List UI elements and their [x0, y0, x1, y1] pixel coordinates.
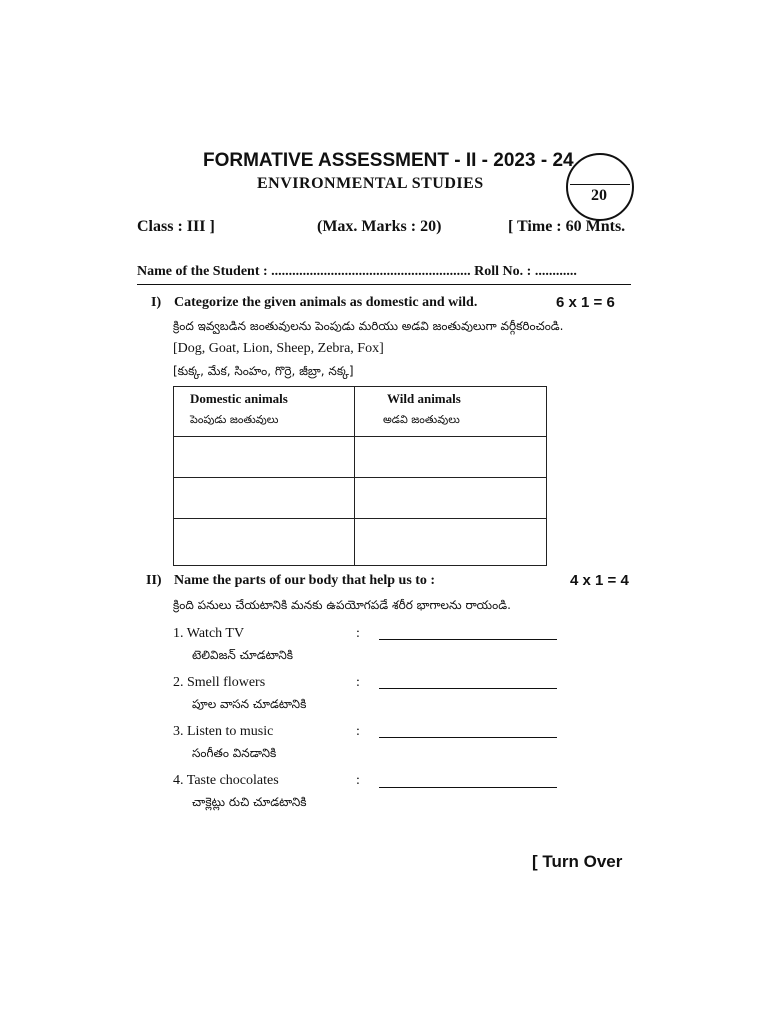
- domestic-answer-cell[interactable]: [174, 519, 355, 566]
- q2-item-3-colon: :: [356, 724, 360, 739]
- table-row: [174, 478, 547, 519]
- wild-answer-cell[interactable]: [355, 478, 547, 519]
- q2-item-4: 4. Taste chocolates: [173, 773, 279, 788]
- q2-item-3-telugu: సంగీతం వినడానికి: [192, 746, 277, 760]
- wild-header-en: Wild animals: [387, 391, 461, 406]
- q1-telugu-instruction: క్రింద ఇవ్వబడిన జంతువులను పెంపుడు మరియు అడవి జంతువులుగా వర్గీకరించండి.: [173, 319, 564, 333]
- q2-item-2-answer-line[interactable]: [379, 688, 557, 689]
- domestic-header-en: Domestic animals: [190, 391, 288, 406]
- total-marks-divider: [570, 184, 630, 185]
- domestic-answer-cell[interactable]: [174, 437, 355, 478]
- q1-number: I): [151, 295, 162, 310]
- wild-header: [355, 387, 547, 437]
- table-row: [174, 437, 547, 478]
- q1-animal-list: [Dog, Goat, Lion, Sheep, Zebra, Fox]: [173, 341, 384, 356]
- domestic-header: [174, 387, 355, 437]
- animals-table: [173, 386, 547, 566]
- wild-header-te: అడవి జంతువులు: [383, 413, 460, 426]
- q2-item-4-answer-line[interactable]: [379, 787, 557, 788]
- q2-number: II): [146, 573, 162, 588]
- max-marks-label: (Max. Marks : 20): [317, 218, 442, 235]
- q2-item-1-answer-line[interactable]: [379, 639, 557, 640]
- wild-answer-cell[interactable]: [355, 519, 547, 566]
- turn-over-label: [ Turn Over: [532, 852, 623, 871]
- q2-item-4-colon: :: [356, 773, 360, 788]
- header-divider: [137, 284, 631, 285]
- q2-item-2-colon: :: [356, 675, 360, 690]
- total-marks-value: 20: [591, 187, 607, 204]
- subject-title: ENVIRONMENTAL STUDIES: [257, 175, 484, 192]
- table-row: [174, 519, 547, 566]
- student-name-roll-line: Name of the Student : ......................................................... Roll No. : ............: [137, 264, 577, 279]
- q2-item-1-telugu: టెలివిజన్ చూడటానికి: [192, 648, 294, 662]
- class-label: Class : III ]: [137, 218, 215, 235]
- q2-text: Name the parts of our body that help us to :: [174, 573, 436, 588]
- q1-marks: 6 x 1 = 6: [556, 294, 615, 311]
- time-label: [ Time : 60 Mnts.: [508, 218, 626, 235]
- q2-item-4-telugu: చాక్లెట్లు రుచి చూడటానికి: [192, 795, 307, 809]
- q2-item-1: 1. Watch TV: [173, 626, 245, 641]
- q2-item-1-colon: :: [356, 626, 360, 641]
- table-header-row: [174, 387, 547, 437]
- q1-text: Categorize the given animals as domestic and wild.: [174, 295, 478, 310]
- q2-item-2: 2. Smell flowers: [173, 675, 266, 690]
- q2-item-2-telugu: పూల వాసన చూడటానికి: [192, 697, 307, 711]
- q2-item-3: 3. Listen to music: [173, 724, 274, 739]
- wild-answer-cell[interactable]: [355, 437, 547, 478]
- q2-marks: 4 x 1 = 4: [570, 572, 629, 589]
- exam-title: FORMATIVE ASSESSMENT - II - 2023 - 24: [203, 150, 574, 171]
- q1-animal-list-telugu: [కుక్క, మేక, సింహం, గొర్రె, జీబ్రా, నక్క]: [173, 364, 354, 378]
- q2-item-3-answer-line[interactable]: [379, 737, 557, 738]
- q2-telugu-instruction: క్రింది పనులు చేయటానికి మనకు ఉపయోగపడే శరీర భాగాలను రాయండి.: [173, 598, 511, 612]
- domestic-answer-cell[interactable]: [174, 478, 355, 519]
- domestic-header-te: పెంపుడు జంతువులు: [190, 413, 279, 426]
